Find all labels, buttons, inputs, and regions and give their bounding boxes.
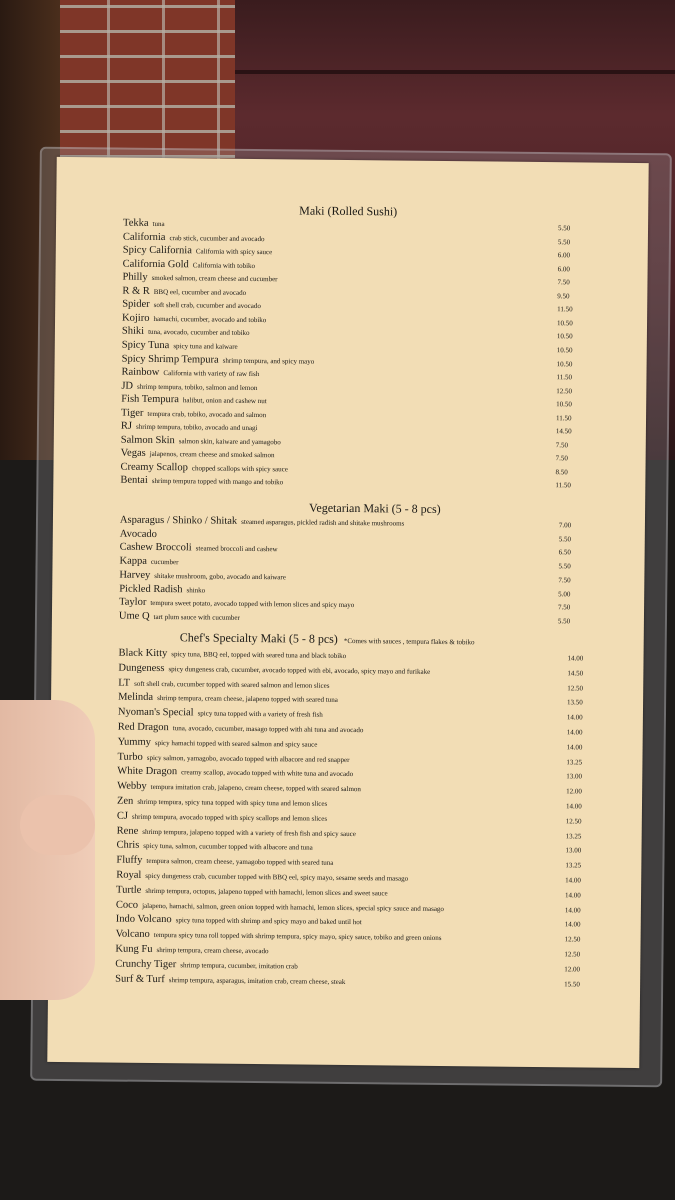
menu-item-description: tuna	[152, 219, 165, 229]
menu-item-line	[118, 707, 323, 720]
menu-item-name: Webby	[117, 780, 147, 793]
menu-item-line	[116, 840, 312, 853]
menu-item-name: Fish Tempura	[121, 393, 179, 406]
menu-item-price: 12.50	[556, 386, 573, 395]
menu-item-line	[122, 340, 238, 352]
menu-item-name: Salmon Skin	[120, 434, 175, 446]
menu-item-description: soft shell crab, cucumber topped with seared salmon and lemon slices	[134, 679, 330, 690]
menu-item-description: spicy dungeness crab, cucumber topped with BBQ eel, spicy mayo, sesame seeds and masago	[145, 871, 409, 883]
menu-item-price: 6.00	[557, 264, 570, 273]
menu-item-description: spicy tuna topped with shrimp and spicy mayo and baked until hot	[175, 916, 362, 927]
menu-item-line	[115, 944, 268, 957]
menu-item-description: jalapeno, hamachi, salmon, green onion topped with hamachi, lemon slices, special spicy sauce and masago	[142, 901, 445, 913]
menu-item-description: spicy tuna, salmon, cucumber topped with albacore and tuna	[143, 842, 313, 853]
menu-item-price: 12.50	[564, 935, 581, 944]
menu-item-name: Crunchy Tiger	[115, 958, 177, 971]
menu-item-description: cucumber	[150, 558, 179, 567]
menu-item-line	[119, 569, 286, 582]
menu-item-description: shinko	[186, 585, 206, 595]
menu-item-price: 10.50	[556, 346, 573, 355]
menu-item-name: Red Dragon	[117, 721, 169, 734]
menu-item-name: California Gold	[122, 258, 189, 270]
menu-item-price: 14.00	[564, 905, 581, 915]
menu-item-description: steamed broccoli and cashew	[195, 544, 278, 554]
menu-item-name: Surf & Turf	[115, 973, 165, 985]
menu-item-description: tempura salmon, cream cheese, yamagobo topped with seared tuna	[146, 857, 334, 868]
menu-item-price: 10.50	[556, 332, 573, 341]
menu-item-price: 6.50	[558, 548, 571, 557]
menu-item-line	[117, 766, 353, 779]
menu-item-line	[121, 407, 266, 420]
menu-item-line	[116, 884, 388, 898]
menu-item-line	[120, 515, 404, 529]
menu-item-line	[122, 353, 315, 366]
menu-item-name: Rainbow	[121, 366, 160, 379]
menu-item-name: Kojiro	[122, 312, 150, 324]
menu-item-description: shrimp tempura, asparagus, imitation crab, cream cheese, steak	[168, 975, 346, 986]
booth-seam	[235, 70, 675, 74]
menu-item-line	[119, 583, 205, 595]
section-title-text: Vegetarian Maki (5 - 8 pcs)	[309, 500, 441, 516]
menu-item-price: 7.50	[558, 575, 571, 585]
menu-item-line	[122, 299, 261, 311]
menu-item-price: 11.50	[556, 413, 572, 423]
menu-item-name: Harvey	[119, 569, 151, 581]
menu-item-line	[123, 231, 265, 243]
menu-item-line	[122, 326, 250, 338]
menu-item-description: spicy tuna, BBQ eel, topped with seared tuna and black tobiko	[171, 650, 347, 660]
menu-item-price: 14.00	[566, 743, 583, 752]
menu-item-name: Bentai	[120, 475, 148, 487]
menu-item-price: 5.50	[557, 617, 571, 626]
menu-item-name: Kung Fu	[115, 943, 153, 955]
menu-item-description: shrimp tempura, tobiko, avocado and unagi	[135, 423, 258, 433]
menu-item-line	[121, 394, 267, 407]
menu-item-description: shrimp tempura, avocado topped with spicy scallops and lemon slices	[131, 812, 328, 823]
menu-item-name: CJ	[116, 810, 129, 822]
menu-item-name: California	[122, 231, 166, 243]
menu-item-price: 10.50	[556, 400, 572, 409]
menu-item-description: spicy tuna topped with a variety of fresh fish	[197, 709, 323, 719]
menu-item-price: 14.50	[567, 669, 584, 678]
menu-item-description: spicy dungeness crab, cucumber, avocado topped with ebi, avocado, spicy mayo and furikake	[168, 664, 431, 676]
menu-item-price: 13.00	[566, 772, 583, 781]
menu-item-description: California with tobiko	[192, 260, 256, 270]
menu-item-line	[115, 973, 345, 986]
menu-item-description: jalapenos, cream cheese and smoked salmon	[149, 450, 275, 460]
section-title-text: Chef's Specialty Maki (5 - 8 pcs)	[179, 630, 338, 646]
menu-item-name: R & R	[122, 285, 150, 297]
menu-item-name: Spicy Tuna	[121, 339, 170, 352]
menu-item-price: 8.50	[555, 468, 568, 477]
menu-item-price: 13.25	[565, 831, 582, 841]
menu-item-description: spicy hamachi topped with seared salmon and spicy sauce	[154, 738, 318, 749]
menu-item-description: tempura imitation crab, jalapeno, cream cheese, topped with seared salmon	[150, 783, 361, 794]
menu-item-name: Melinda	[118, 691, 154, 704]
menu-item-line	[122, 272, 277, 285]
menu-item-description: hamachi, cucumber, avocado and tobiko	[153, 314, 267, 324]
menu-item-name: Coco	[115, 899, 139, 911]
menu-item-line	[117, 810, 327, 823]
menu-item-line	[118, 722, 364, 736]
menu-item-price: 13.25	[566, 757, 583, 767]
menu-item-name: LT	[118, 677, 131, 689]
menu-item-name: Indo Volcano	[115, 913, 172, 926]
menu-item-price: 12.50	[564, 950, 581, 959]
menu-item-description: BBQ eel, cucumber and avocado	[153, 287, 247, 297]
menu-item-price: 5.50	[557, 224, 571, 233]
menu-item-price: 13.50	[567, 698, 583, 707]
menu-item-price: 14.00	[566, 713, 583, 722]
menu-item-line	[117, 796, 327, 809]
menu-item-price: 10.50	[556, 359, 573, 368]
menu-item-price: 5.50	[558, 562, 571, 571]
menu-item-line	[117, 825, 356, 839]
menu-item-name: Royal	[116, 869, 142, 881]
section-title	[180, 630, 475, 648]
menu-item-description: soft shell crab, cucumber and avocado	[153, 301, 261, 311]
menu-item-line	[118, 677, 329, 690]
menu-item-line	[116, 855, 333, 868]
menu-item-description: salmon skin, kaiware and yamagobo	[178, 437, 281, 447]
menu-item-description: shrimp tempura, cucumber, imitation crab	[180, 961, 298, 971]
menu-item-description: shrimp tempura, jalapeno topped with a variety of fresh fish and spicy sauce	[142, 827, 356, 838]
menu-item-price: 5.50	[558, 534, 572, 544]
menu-item-name: Asparagus / Shinko / Shitak	[119, 514, 238, 527]
menu-item-name: Dungeness	[118, 662, 165, 674]
menu-item-name: Tiger	[121, 407, 144, 419]
menu-item-description: tempura spicy tuna roll topped with shrimp tempura, spicy mayo, spicy sauce, tobiko and green onions	[153, 931, 442, 943]
menu-page	[47, 157, 648, 1068]
menu-item-price: 14.00	[567, 654, 584, 663]
menu-item-line	[121, 448, 275, 461]
menu-item-price: 14.00	[565, 891, 581, 900]
thumb	[20, 795, 95, 855]
menu-item-line	[116, 929, 442, 943]
menu-item-price: 14.00	[565, 876, 581, 885]
menu-item-name: Vegas	[120, 447, 146, 460]
menu-item-line	[121, 421, 258, 433]
menu-item-name: Spicy Shrimp Tempura	[121, 353, 219, 366]
menu-item-line	[120, 475, 283, 488]
menu-item-line	[118, 662, 430, 676]
menu-item-line	[117, 781, 361, 795]
menu-item-name: White Dragon	[117, 765, 178, 778]
menu-item-name: Shiki	[121, 326, 145, 338]
menu-item-line	[115, 958, 298, 971]
menu-item-description: tuna, avocado, cucumber and tobiko	[148, 328, 250, 338]
menu-item-name: Pickled Radish	[119, 583, 183, 595]
menu-item-line	[123, 245, 273, 258]
menu-item-description: shrimp tempura, tobiko, salmon and lemon	[136, 382, 258, 392]
menu-item-price: 11.50	[556, 373, 573, 382]
menu-item-name: Black Kitty	[118, 647, 168, 660]
menu-item-name: RJ	[120, 420, 133, 432]
menu-item-description: tempura sweet potato, avocado topped with lemon slices and spicy mayo	[150, 599, 355, 610]
menu-item-price: 14.00	[564, 920, 581, 929]
menu-item-line	[121, 380, 257, 392]
menu-item-price: 11.50	[555, 481, 571, 490]
menu-item-name: Turtle	[116, 884, 142, 896]
menu-item-price: 7.50	[555, 440, 569, 450]
menu-item-line	[119, 597, 354, 610]
menu-item-price: 13.00	[565, 846, 582, 855]
menu-item-price: 12.50	[565, 817, 582, 826]
menu-item-name: Zen	[116, 795, 134, 807]
menu-item-name: Nyoman's Special	[117, 706, 194, 719]
menu-item-price: 12.00	[564, 965, 581, 974]
menu-item-line	[116, 899, 444, 913]
menu-item-description: shrimp tempura topped with mango and tobiko	[151, 477, 284, 487]
menu-item-line	[123, 218, 165, 229]
menu-item-price: 15.50	[564, 979, 580, 989]
menu-item-description: tempura crab, tobiko, avocado and salmon	[147, 409, 267, 419]
menu-item-name: Cashew Broccoli	[119, 541, 192, 554]
menu-item-name: Spider	[122, 298, 150, 311]
section-title	[309, 501, 441, 517]
menu-item-name: Creamy Scallop	[120, 461, 188, 474]
menu-item-price: 5.50	[557, 237, 571, 246]
menu-item-description: spicy tuna and kaiware	[173, 342, 238, 351]
menu-item-line	[119, 556, 178, 568]
menu-item-description: halibut, onion and cashew nut	[182, 396, 267, 406]
menu-item-line	[116, 870, 408, 884]
menu-item-description: chopped scallops with spicy sauce	[191, 464, 288, 474]
menu-item-name: Tekka	[123, 217, 149, 229]
menu-item-line	[123, 258, 256, 270]
menu-item-description: crab stick, cucumber and avocado	[169, 233, 265, 243]
menu-item-price: 6.00	[557, 251, 571, 260]
menu-item-description: shrimp tempura, cream cheese, jalapeno topped with seared tuna	[157, 694, 338, 705]
menu-item-line	[118, 692, 338, 705]
menu-item-price: 12.00	[566, 787, 582, 796]
menu-item-name: Volcano	[115, 928, 150, 941]
menu-item-price: 7.00	[558, 521, 572, 530]
menu-item-name: JD	[121, 380, 134, 392]
menu-item-description: shitake mushroom, gobo, avocado and kaiware	[154, 571, 286, 582]
menu-item-name: Yummy	[117, 736, 151, 748]
menu-item-description: shrimp tempura, octopus, jalapeno topped with hamachi, lemon slices and sweet sauce	[145, 886, 388, 898]
menu-item-description: smoked salmon, cream cheese and cucumber	[151, 274, 278, 284]
menu-item-name: Fluffy	[116, 854, 143, 867]
menu-item-name: Rene	[116, 825, 139, 837]
section-note: *Comes with sauces , tempura flakes & tobiko	[343, 636, 475, 647]
menu-item-line	[117, 751, 349, 764]
menu-item-description: shrimp tempura, spicy tuna topped with spicy tuna and lemon slices	[137, 797, 328, 808]
menu-item-description: tuna, avocado, cucumber, masago topped with ahi tuna and avocado	[172, 724, 364, 735]
menu-item-line	[119, 610, 240, 622]
menu-item-line	[120, 528, 161, 539]
menu-item-price: 14.50	[555, 427, 572, 436]
menu-item-line	[122, 312, 266, 325]
menu-item-name: Avocado	[119, 528, 157, 540]
menu-item-price: 12.50	[567, 683, 584, 693]
menu-item-price: 11.50	[557, 305, 573, 314]
menu-item-price: 5.00	[558, 589, 571, 598]
menu-item-line	[120, 542, 278, 555]
menu-item-name: Taylor	[119, 596, 147, 609]
menu-item-price: 7.50	[557, 278, 570, 287]
menu-item-line	[116, 914, 362, 928]
menu-item-price: 14.00	[566, 728, 583, 737]
menu-item-description: spicy salmon, yamagobo, avocado topped with albacore and red snapper	[146, 753, 350, 764]
menu-item-description: shrimp tempura, and spicy mayo	[222, 356, 315, 366]
menu-item-line	[119, 648, 347, 661]
menu-item-description: steamed asparagus, pickled radish and shitake mushrooms	[241, 517, 405, 528]
section-title-text: Maki (Rolled Sushi)	[299, 203, 398, 219]
menu-item-line	[118, 736, 318, 749]
section-title	[299, 203, 397, 219]
menu-item-name: Kappa	[119, 555, 147, 567]
menu-item-name: Chris	[116, 839, 140, 852]
menu-item-line	[121, 367, 259, 379]
menu-item-price: 7.50	[558, 603, 571, 612]
menu-item-price: 7.50	[555, 454, 568, 463]
menu-item-description: creamy scallop, avocado topped with white tuna and avocado	[181, 768, 354, 779]
menu-item-name: Philly	[122, 271, 148, 284]
menu-item-description: shrimp tempura, cream cheese, avocado	[156, 946, 269, 956]
menu-item-description: California with variety of raw fish	[163, 369, 260, 379]
menu-item-line	[120, 462, 287, 475]
menu-item-description: tart plum sauce with cucumber	[153, 612, 240, 622]
menu-item-price: 14.00	[565, 802, 582, 811]
menu-item-line	[122, 285, 246, 297]
menu-item-name: Ume Q	[118, 610, 150, 622]
menu-item-line	[121, 434, 281, 447]
menu-item-price: 13.25	[565, 861, 582, 870]
menu-item-description: California with spicy sauce	[195, 247, 273, 257]
menu-item-name: Spicy California	[122, 244, 192, 257]
menu-item-price: 10.50	[557, 319, 573, 328]
menu-item-price: 9.50	[557, 291, 570, 301]
menu-item-name: Turbo	[117, 751, 143, 763]
